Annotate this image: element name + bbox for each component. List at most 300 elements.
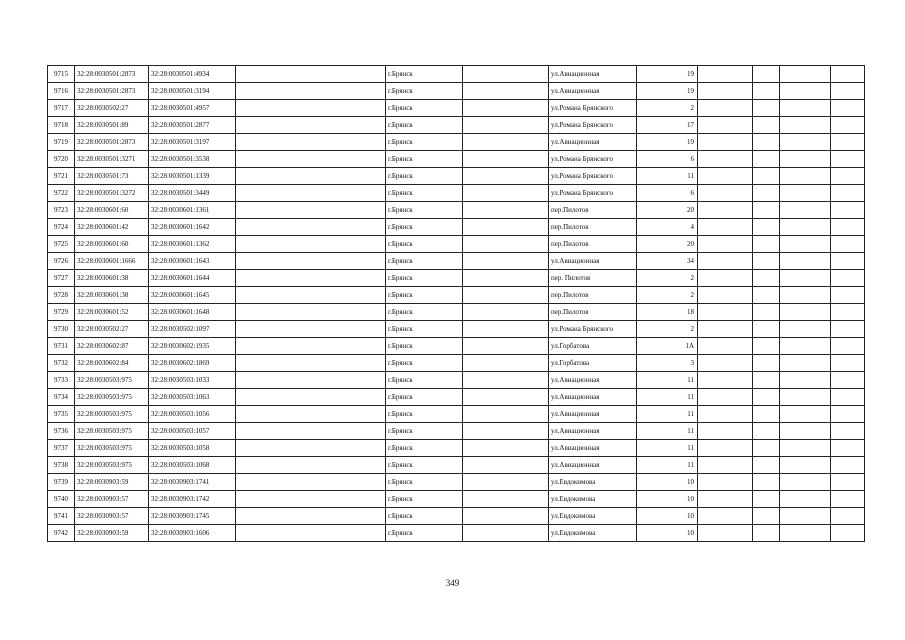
street-cell: ул.Романа Брянского (549, 321, 637, 338)
object-cadastral-number-cell: 32:28:0030503:1057 (149, 423, 236, 440)
house-number-cell: 10 (637, 525, 698, 542)
row-number-cell: 9721 (48, 168, 75, 185)
row-number-cell: 9717 (48, 100, 75, 117)
empty-cell (780, 389, 831, 406)
row-number-cell: 9729 (48, 304, 75, 321)
empty-cell (753, 151, 780, 168)
table-row (48, 321, 865, 338)
land-cadastral-number-cell: 32:28:0030601:60 (75, 202, 149, 219)
house-number-cell: 11 (637, 457, 698, 474)
house-number-cell: 19 (637, 83, 698, 100)
empty-cell (780, 406, 831, 423)
street-cell: ул.Романа Брянского (549, 168, 637, 185)
city-cell: г.Брянск (386, 253, 463, 270)
table-row (48, 372, 865, 389)
land-cadastral-number-cell: 32:28:0030903:57 (75, 491, 149, 508)
house-number-cell: 3 (637, 355, 698, 372)
row-number-cell: 9718 (48, 117, 75, 134)
empty-cell (236, 440, 386, 457)
city-cell: г.Брянск (386, 219, 463, 236)
empty-cell (236, 389, 386, 406)
empty-cell (831, 389, 865, 406)
object-cadastral-number-cell: 32:28:0030903:1742 (149, 491, 236, 508)
empty-cell (698, 389, 753, 406)
empty-cell (698, 219, 753, 236)
house-number-cell: 10 (637, 491, 698, 508)
empty-cell (463, 185, 549, 202)
city-cell: г.Брянск (386, 100, 463, 117)
land-cadastral-number-cell: 32:28:0030601:42 (75, 219, 149, 236)
empty-cell (698, 406, 753, 423)
city-cell: г.Брянск (386, 474, 463, 491)
row-number-cell: 9740 (48, 491, 75, 508)
empty-cell (698, 508, 753, 525)
city-cell: г.Брянск (386, 338, 463, 355)
house-number-cell: 11 (637, 406, 698, 423)
street-cell: ул.Романа Брянского (549, 100, 637, 117)
empty-cell (753, 185, 780, 202)
empty-cell (698, 134, 753, 151)
object-cadastral-number-cell: 32:28:0030903:1745 (149, 508, 236, 525)
property-registry-table (47, 65, 865, 542)
table-row (48, 474, 865, 491)
empty-cell (236, 219, 386, 236)
house-number-cell: 10 (637, 508, 698, 525)
empty-cell (753, 491, 780, 508)
object-cadastral-number-cell: 32:28:0030601:1645 (149, 287, 236, 304)
land-cadastral-number-cell: 32:28:0030601:60 (75, 236, 149, 253)
empty-cell (780, 321, 831, 338)
street-cell: ул.Авиационная (549, 389, 637, 406)
empty-cell (698, 304, 753, 321)
street-cell: ул.Авиационная (549, 253, 637, 270)
empty-cell (463, 83, 549, 100)
empty-cell (698, 474, 753, 491)
empty-cell (463, 491, 549, 508)
city-cell: г.Брянск (386, 525, 463, 542)
table-row (48, 219, 865, 236)
empty-cell (780, 134, 831, 151)
object-cadastral-number-cell: 32:28:0030503:1056 (149, 406, 236, 423)
table-row (48, 151, 865, 168)
house-number-cell: 19 (637, 134, 698, 151)
empty-cell (753, 219, 780, 236)
empty-cell (236, 168, 386, 185)
empty-cell (753, 508, 780, 525)
land-cadastral-number-cell: 32:28:0030503:975 (75, 389, 149, 406)
empty-cell (831, 406, 865, 423)
city-cell: г.Брянск (386, 270, 463, 287)
row-number-cell: 9738 (48, 457, 75, 474)
empty-cell (236, 253, 386, 270)
empty-cell (780, 270, 831, 287)
empty-cell (831, 134, 865, 151)
row-number-cell: 9742 (48, 525, 75, 542)
land-cadastral-number-cell: 32:28:0030501:2873 (75, 134, 149, 151)
empty-cell (780, 525, 831, 542)
empty-cell (831, 83, 865, 100)
object-cadastral-number-cell: 32:28:0030501:3194 (149, 83, 236, 100)
empty-cell (463, 270, 549, 287)
city-cell: г.Брянск (386, 66, 463, 83)
empty-cell (463, 372, 549, 389)
empty-cell (463, 151, 549, 168)
city-cell: г.Брянск (386, 236, 463, 253)
empty-cell (831, 219, 865, 236)
empty-cell (698, 83, 753, 100)
street-cell: ул.Евдокимова (549, 525, 637, 542)
street-cell: ул.Авиационная (549, 372, 637, 389)
empty-cell (236, 321, 386, 338)
city-cell: г.Брянск (386, 440, 463, 457)
row-number-cell: 9728 (48, 287, 75, 304)
land-cadastral-number-cell: 32:28:0030503:975 (75, 423, 149, 440)
empty-cell (698, 185, 753, 202)
street-cell: ул.Романа Брянского (549, 117, 637, 134)
empty-cell (753, 202, 780, 219)
house-number-cell: 11 (637, 372, 698, 389)
land-cadastral-number-cell: 32:28:0030501:2873 (75, 83, 149, 100)
row-number-cell: 9739 (48, 474, 75, 491)
empty-cell (236, 117, 386, 134)
object-cadastral-number-cell: 32:28:0030601:1648 (149, 304, 236, 321)
row-number-cell: 9741 (48, 508, 75, 525)
empty-cell (236, 151, 386, 168)
house-number-cell: 11 (637, 389, 698, 406)
house-number-cell: 20 (637, 236, 698, 253)
row-number-cell: 9733 (48, 372, 75, 389)
empty-cell (463, 168, 549, 185)
land-cadastral-number-cell: 32:28:0030602:87 (75, 338, 149, 355)
empty-cell (831, 491, 865, 508)
house-number-cell: 2 (637, 321, 698, 338)
house-number-cell: 11 (637, 423, 698, 440)
empty-cell (463, 389, 549, 406)
empty-cell (463, 355, 549, 372)
city-cell: г.Брянск (386, 151, 463, 168)
city-cell: г.Брянск (386, 389, 463, 406)
object-cadastral-number-cell: 32:28:0030501:1339 (149, 168, 236, 185)
empty-cell (831, 185, 865, 202)
table-row (48, 202, 865, 219)
street-cell: ул.Авиационная (549, 83, 637, 100)
empty-cell (780, 253, 831, 270)
city-cell: г.Брянск (386, 202, 463, 219)
table-row (48, 287, 865, 304)
empty-cell (831, 236, 865, 253)
land-cadastral-number-cell: 32:28:0030903:57 (75, 508, 149, 525)
land-cadastral-number-cell: 32:28:0030903:59 (75, 525, 149, 542)
city-cell: г.Брянск (386, 134, 463, 151)
empty-cell (780, 66, 831, 83)
empty-cell (780, 287, 831, 304)
empty-cell (463, 236, 549, 253)
empty-cell (753, 253, 780, 270)
land-cadastral-number-cell: 32:28:0030502:27 (75, 321, 149, 338)
empty-cell (698, 270, 753, 287)
city-cell: г.Брянск (386, 304, 463, 321)
row-number-cell: 9727 (48, 270, 75, 287)
object-cadastral-number-cell: 32:28:0030503:1068 (149, 457, 236, 474)
registry-body (48, 66, 865, 542)
empty-cell (463, 525, 549, 542)
empty-cell (463, 100, 549, 117)
empty-cell (831, 100, 865, 117)
land-cadastral-number-cell: 32:28:0030601:52 (75, 304, 149, 321)
row-number-cell: 9725 (48, 236, 75, 253)
empty-cell (463, 440, 549, 457)
empty-cell (780, 117, 831, 134)
table-row (48, 185, 865, 202)
street-cell: ул.Авиационная (549, 440, 637, 457)
empty-cell (698, 338, 753, 355)
empty-cell (463, 202, 549, 219)
row-number-cell: 9720 (48, 151, 75, 168)
empty-cell (831, 372, 865, 389)
empty-cell (698, 525, 753, 542)
street-cell: пер.Пилотов (549, 304, 637, 321)
empty-cell (236, 304, 386, 321)
empty-cell (236, 355, 386, 372)
city-cell: г.Брянск (386, 457, 463, 474)
table-row (48, 66, 865, 83)
empty-cell (831, 117, 865, 134)
table-row (48, 423, 865, 440)
empty-cell (698, 287, 753, 304)
table-row (48, 83, 865, 100)
street-cell: ул.Авиационная (549, 457, 637, 474)
row-number-cell: 9726 (48, 253, 75, 270)
street-cell: ул.Евдокимова (549, 474, 637, 491)
object-cadastral-number-cell: 32:28:0030501:2877 (149, 117, 236, 134)
city-cell: г.Брянск (386, 355, 463, 372)
empty-cell (236, 270, 386, 287)
table-row (48, 236, 865, 253)
empty-cell (236, 83, 386, 100)
street-cell: пер.Пилотов (549, 202, 637, 219)
city-cell: г.Брянск (386, 423, 463, 440)
table-row (48, 304, 865, 321)
land-cadastral-number-cell: 32:28:0030601:38 (75, 287, 149, 304)
empty-cell (236, 406, 386, 423)
street-cell: ул.Романа Брянского (549, 185, 637, 202)
house-number-cell: 20 (637, 202, 698, 219)
empty-cell (780, 236, 831, 253)
house-number-cell: 6 (637, 185, 698, 202)
empty-cell (236, 100, 386, 117)
city-cell: г.Брянск (386, 508, 463, 525)
empty-cell (831, 66, 865, 83)
object-cadastral-number-cell: 32:28:0030602:1869 (149, 355, 236, 372)
empty-cell (831, 508, 865, 525)
object-cadastral-number-cell: 32:28:0030501:3538 (149, 151, 236, 168)
empty-cell (780, 83, 831, 100)
empty-cell (831, 525, 865, 542)
empty-cell (753, 423, 780, 440)
empty-cell (236, 185, 386, 202)
empty-cell (780, 185, 831, 202)
empty-cell (236, 423, 386, 440)
empty-cell (753, 440, 780, 457)
empty-cell (698, 168, 753, 185)
empty-cell (753, 525, 780, 542)
street-cell: ул.Горбатова (549, 355, 637, 372)
empty-cell (780, 202, 831, 219)
object-cadastral-number-cell: 32:28:0030601:1643 (149, 253, 236, 270)
empty-cell (831, 202, 865, 219)
house-number-cell: 1А (637, 338, 698, 355)
city-cell: г.Брянск (386, 491, 463, 508)
empty-cell (236, 525, 386, 542)
land-cadastral-number-cell: 32:28:0030602:84 (75, 355, 149, 372)
row-number-cell: 9716 (48, 83, 75, 100)
empty-cell (698, 321, 753, 338)
house-number-cell: 6 (637, 151, 698, 168)
empty-cell (753, 406, 780, 423)
empty-cell (463, 508, 549, 525)
empty-cell (831, 474, 865, 491)
house-number-cell: 11 (637, 168, 698, 185)
empty-cell (780, 440, 831, 457)
object-cadastral-number-cell: 32:28:0030503:1058 (149, 440, 236, 457)
empty-cell (698, 236, 753, 253)
empty-cell (780, 338, 831, 355)
empty-cell (753, 100, 780, 117)
object-cadastral-number-cell: 32:28:0030602:1935 (149, 338, 236, 355)
table-row (48, 117, 865, 134)
empty-cell (780, 355, 831, 372)
page-number: 349 (445, 578, 460, 588)
street-cell: ул.Авиационная (549, 66, 637, 83)
empty-cell (753, 389, 780, 406)
empty-cell (236, 66, 386, 83)
table-row (48, 525, 865, 542)
row-number-cell: 9724 (48, 219, 75, 236)
empty-cell (753, 168, 780, 185)
city-cell: г.Брянск (386, 168, 463, 185)
empty-cell (463, 117, 549, 134)
empty-cell (780, 219, 831, 236)
empty-cell (463, 457, 549, 474)
land-cadastral-number-cell: 32:28:0030903:59 (75, 474, 149, 491)
empty-cell (780, 491, 831, 508)
house-number-cell: 2 (637, 100, 698, 117)
house-number-cell: 2 (637, 287, 698, 304)
empty-cell (463, 66, 549, 83)
empty-cell (463, 321, 549, 338)
house-number-cell: 19 (637, 66, 698, 83)
empty-cell (698, 253, 753, 270)
table-row (48, 406, 865, 423)
row-number-cell: 9732 (48, 355, 75, 372)
empty-cell (463, 134, 549, 151)
empty-cell (753, 321, 780, 338)
empty-cell (831, 321, 865, 338)
land-cadastral-number-cell: 32:28:0030501:3271 (75, 151, 149, 168)
object-cadastral-number-cell: 32:28:0030601:1362 (149, 236, 236, 253)
object-cadastral-number-cell: 32:28:0030903:1606 (149, 525, 236, 542)
empty-cell (236, 457, 386, 474)
table-row (48, 457, 865, 474)
land-cadastral-number-cell: 32:28:0030501:2873 (75, 66, 149, 83)
empty-cell (463, 219, 549, 236)
house-number-cell: 10 (637, 474, 698, 491)
empty-cell (780, 423, 831, 440)
empty-cell (831, 151, 865, 168)
city-cell: г.Брянск (386, 185, 463, 202)
empty-cell (463, 474, 549, 491)
house-number-cell: 4 (637, 219, 698, 236)
row-number-cell: 9723 (48, 202, 75, 219)
table-row (48, 253, 865, 270)
object-cadastral-number-cell: 32:28:0030503:1033 (149, 372, 236, 389)
city-cell: г.Брянск (386, 372, 463, 389)
street-cell: пер.Пилотов (549, 236, 637, 253)
object-cadastral-number-cell: 32:28:0030502:1097 (149, 321, 236, 338)
street-cell: ул.Авиационная (549, 134, 637, 151)
object-cadastral-number-cell: 32:28:0030501:4957 (149, 100, 236, 117)
land-cadastral-number-cell: 32:28:0030601:1666 (75, 253, 149, 270)
row-number-cell: 9722 (48, 185, 75, 202)
table-row (48, 440, 865, 457)
land-cadastral-number-cell: 32:28:0030501:89 (75, 117, 149, 134)
empty-cell (753, 270, 780, 287)
empty-cell (236, 508, 386, 525)
empty-cell (780, 508, 831, 525)
row-number-cell: 9736 (48, 423, 75, 440)
table-row (48, 134, 865, 151)
street-cell: ул.Евдокимова (549, 508, 637, 525)
empty-cell (780, 100, 831, 117)
empty-cell (753, 236, 780, 253)
empty-cell (753, 83, 780, 100)
house-number-cell: 17 (637, 117, 698, 134)
land-cadastral-number-cell: 32:28:0030501:73 (75, 168, 149, 185)
city-cell: г.Брянск (386, 406, 463, 423)
object-cadastral-number-cell: 32:28:0030501:3197 (149, 134, 236, 151)
empty-cell (780, 168, 831, 185)
table-row (48, 491, 865, 508)
empty-cell (698, 355, 753, 372)
empty-cell (831, 355, 865, 372)
empty-cell (236, 372, 386, 389)
object-cadastral-number-cell: 32:28:0030501:3449 (149, 185, 236, 202)
empty-cell (463, 287, 549, 304)
empty-cell (831, 457, 865, 474)
empty-cell (831, 423, 865, 440)
house-number-cell: 18 (637, 304, 698, 321)
empty-cell (236, 236, 386, 253)
empty-cell (236, 338, 386, 355)
empty-cell (753, 474, 780, 491)
row-number-cell: 9730 (48, 321, 75, 338)
table-row (48, 168, 865, 185)
empty-cell (753, 457, 780, 474)
row-number-cell: 9719 (48, 134, 75, 151)
empty-cell (463, 406, 549, 423)
empty-cell (831, 270, 865, 287)
object-cadastral-number-cell: 32:28:0030903:1741 (149, 474, 236, 491)
empty-cell (831, 168, 865, 185)
row-number-cell: 9734 (48, 389, 75, 406)
empty-cell (780, 304, 831, 321)
empty-cell (463, 338, 549, 355)
empty-cell (463, 423, 549, 440)
empty-cell (831, 440, 865, 457)
land-cadastral-number-cell: 32:28:0030601:38 (75, 270, 149, 287)
empty-cell (753, 338, 780, 355)
object-cadastral-number-cell: 32:28:0030501:4934 (149, 66, 236, 83)
